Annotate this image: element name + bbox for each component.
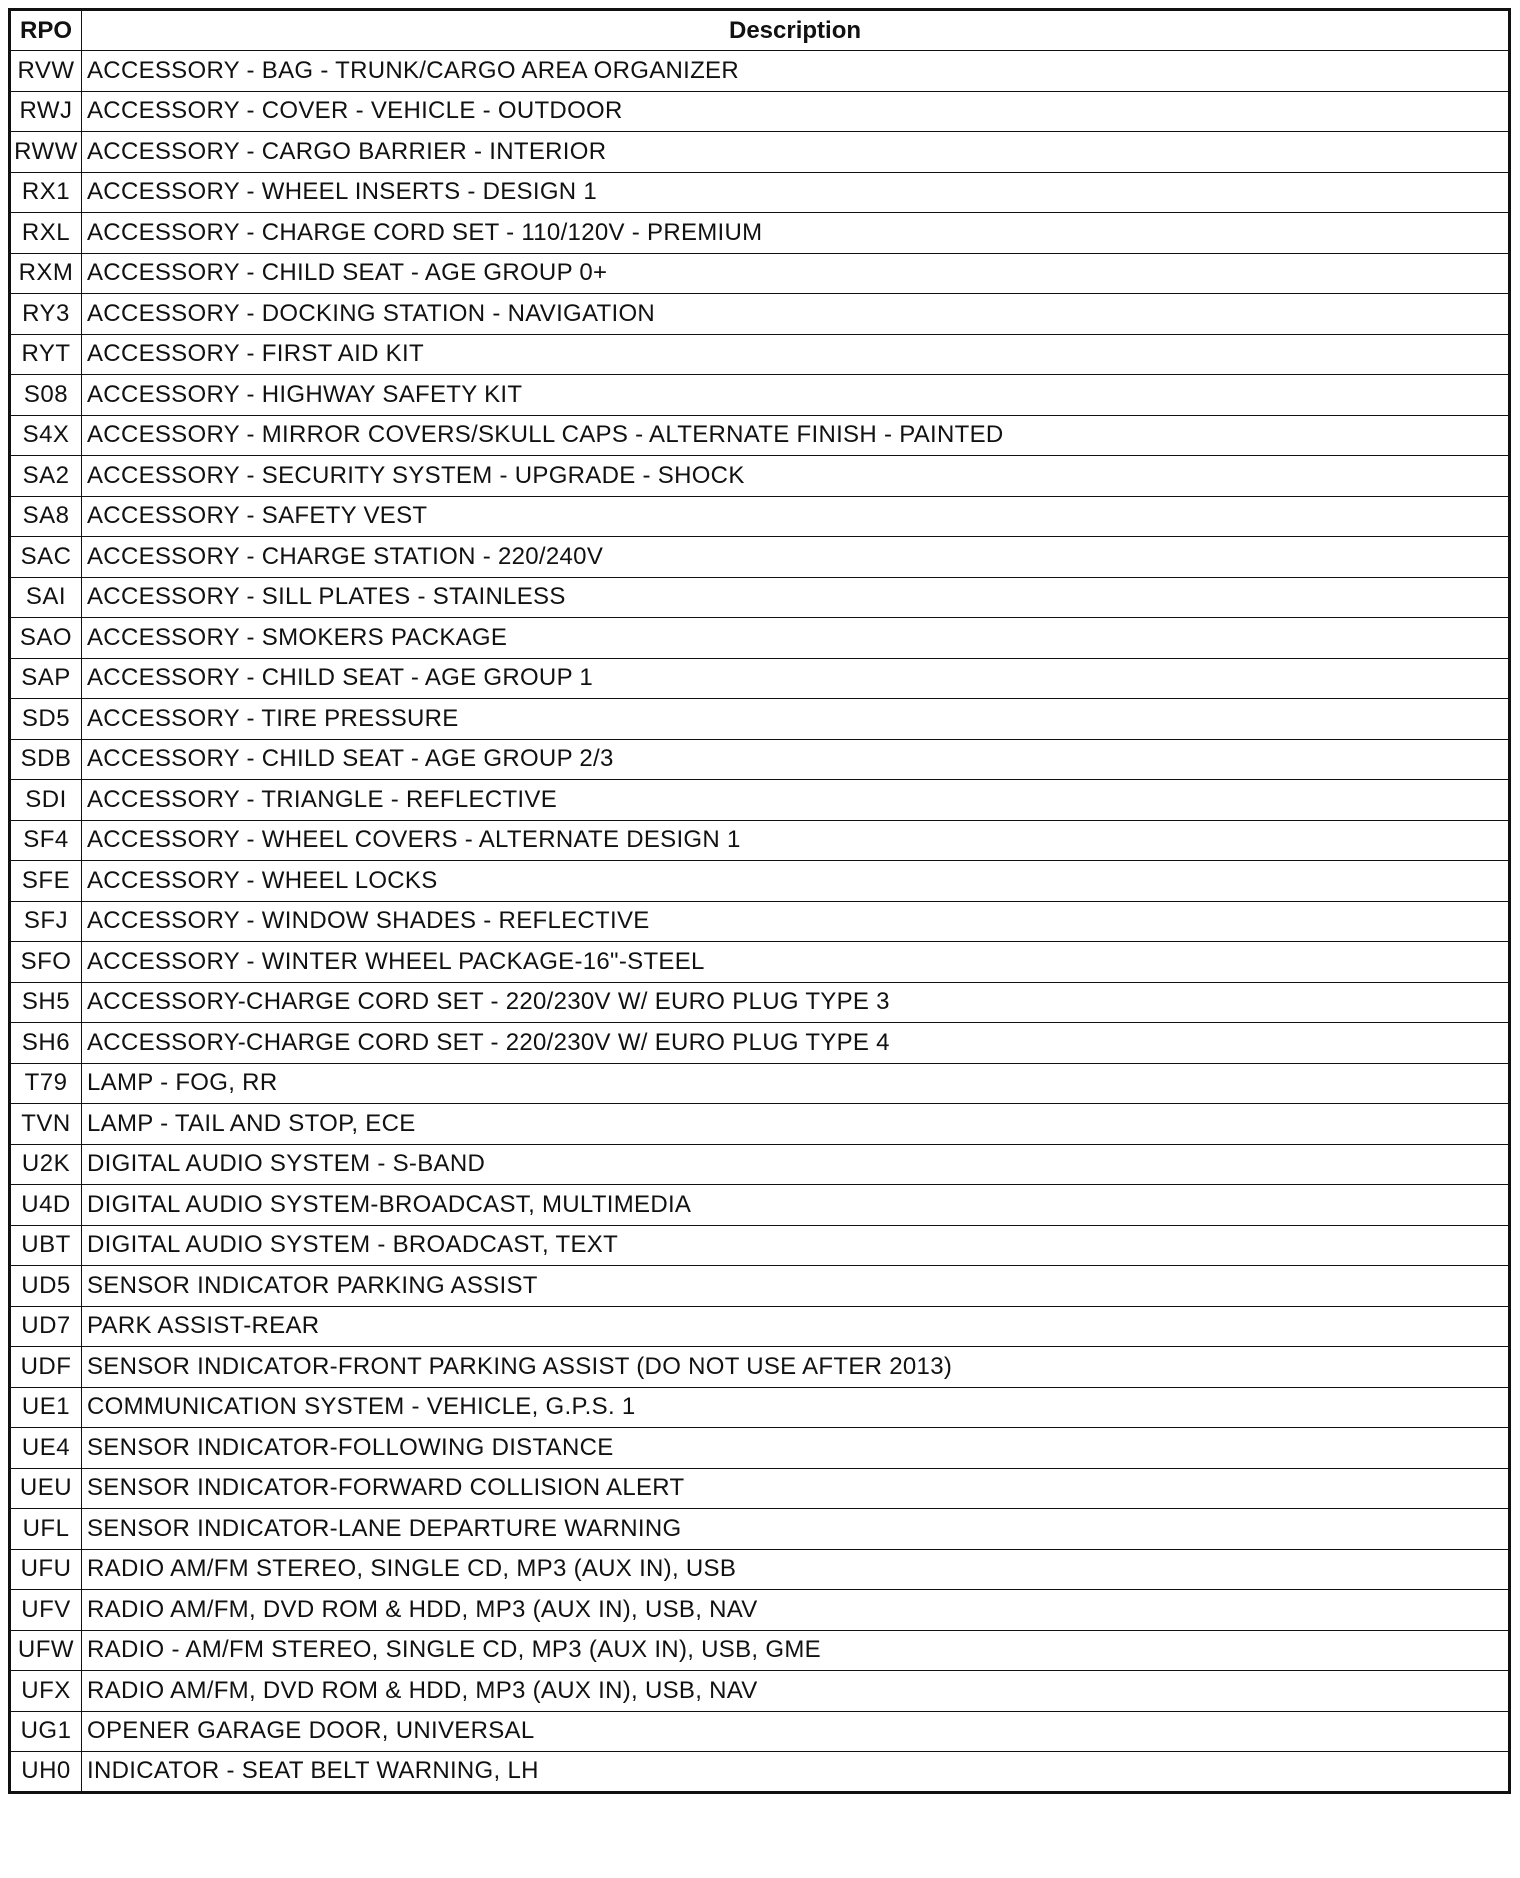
rpo-code-cell: S08 <box>10 375 82 416</box>
table-row <box>10 294 1510 335</box>
table-row <box>10 334 1510 375</box>
description-cell: DIGITAL AUDIO SYSTEM - BROADCAST, TEXT <box>82 1225 1510 1266</box>
description-cell: ACCESSORY-CHARGE CORD SET - 220/230V W/ EURO PLUG TYPE 4 <box>82 1023 1510 1064</box>
description-cell: SENSOR INDICATOR-FORWARD COLLISION ALERT <box>82 1468 1510 1509</box>
rpo-code-cell: RWW <box>10 132 82 173</box>
table-row <box>10 1063 1510 1104</box>
table-row <box>10 699 1510 740</box>
table-row <box>10 456 1510 497</box>
rpo-code-cell: SFE <box>10 861 82 902</box>
rpo-code-cell: UFU <box>10 1549 82 1590</box>
description-cell: ACCESSORY - DOCKING STATION - NAVIGATION <box>82 294 1510 335</box>
table-body <box>10 51 1510 1793</box>
table-row <box>10 1387 1510 1428</box>
rpo-code-cell: SAO <box>10 618 82 659</box>
description-cell: LAMP - FOG, RR <box>82 1063 1510 1104</box>
rpo-table <box>8 8 1511 1794</box>
table-row <box>10 1347 1510 1388</box>
rpo-code-cell: UFW <box>10 1630 82 1671</box>
table-row <box>10 780 1510 821</box>
column-header-rpo: RPO <box>10 10 82 51</box>
rpo-code-cell: SH5 <box>10 982 82 1023</box>
description-cell: RADIO AM/FM, DVD ROM & HDD, MP3 (AUX IN), USB, NAV <box>82 1671 1510 1712</box>
description-cell: ACCESSORY - FIRST AID KIT <box>82 334 1510 375</box>
table-row <box>10 658 1510 699</box>
description-cell: ACCESSORY - SECURITY SYSTEM - UPGRADE - SHOCK <box>82 456 1510 497</box>
table-row <box>10 1104 1510 1145</box>
description-cell: ACCESSORY - TIRE PRESSURE <box>82 699 1510 740</box>
rpo-code-cell: SDB <box>10 739 82 780</box>
description-cell: ACCESSORY - WINTER WHEEL PACKAGE-16"-STEEL <box>82 942 1510 983</box>
table-row <box>10 213 1510 254</box>
description-cell: ACCESSORY - CARGO BARRIER - INTERIOR <box>82 132 1510 173</box>
rpo-code-cell: SH6 <box>10 1023 82 1064</box>
table-row <box>10 132 1510 173</box>
table-row <box>10 942 1510 983</box>
description-cell: ACCESSORY - WHEEL INSERTS - DESIGN 1 <box>82 172 1510 213</box>
rpo-code-cell: U4D <box>10 1185 82 1226</box>
rpo-code-cell: SD5 <box>10 699 82 740</box>
rpo-code-cell: UE4 <box>10 1428 82 1469</box>
description-cell: ACCESSORY - WHEEL COVERS - ALTERNATE DESIGN 1 <box>82 820 1510 861</box>
table-row <box>10 1671 1510 1712</box>
description-cell: INDICATOR - SEAT BELT WARNING, LH <box>82 1752 1510 1793</box>
table-row <box>10 1711 1510 1752</box>
table-row <box>10 1306 1510 1347</box>
table-row <box>10 253 1510 294</box>
description-cell: OPENER GARAGE DOOR, UNIVERSAL <box>82 1711 1510 1752</box>
table-row <box>10 1144 1510 1185</box>
rpo-code-cell: SAP <box>10 658 82 699</box>
rpo-code-cell: SA2 <box>10 456 82 497</box>
rpo-code-cell: RXM <box>10 253 82 294</box>
table-row <box>10 1630 1510 1671</box>
description-cell: ACCESSORY - HIGHWAY SAFETY KIT <box>82 375 1510 416</box>
rpo-code-cell: U2K <box>10 1144 82 1185</box>
description-cell: ACCESSORY - CHARGE CORD SET - 110/120V - PREMIUM <box>82 213 1510 254</box>
table-row <box>10 537 1510 578</box>
description-cell: ACCESSORY - CHILD SEAT - AGE GROUP 0+ <box>82 253 1510 294</box>
rpo-code-cell: SFJ <box>10 901 82 942</box>
description-cell: ACCESSORY - MIRROR COVERS/SKULL CAPS - ALTERNATE FINISH - PAINTED <box>82 415 1510 456</box>
rpo-code-cell: UD5 <box>10 1266 82 1307</box>
table-row <box>10 901 1510 942</box>
rpo-code-cell: UG1 <box>10 1711 82 1752</box>
table-row <box>10 1428 1510 1469</box>
description-cell: RADIO AM/FM STEREO, SINGLE CD, MP3 (AUX IN), USB <box>82 1549 1510 1590</box>
rpo-code-cell: RXL <box>10 213 82 254</box>
column-header-description: Description <box>82 10 1510 51</box>
rpo-code-cell: SFO <box>10 942 82 983</box>
rpo-code-cell: RVW <box>10 51 82 92</box>
table-row <box>10 820 1510 861</box>
description-cell: ACCESSORY - CHARGE STATION - 220/240V <box>82 537 1510 578</box>
table-row <box>10 1266 1510 1307</box>
table-row <box>10 1225 1510 1266</box>
rpo-code-cell: SF4 <box>10 820 82 861</box>
rpo-code-cell: UEU <box>10 1468 82 1509</box>
table-row <box>10 1509 1510 1550</box>
description-cell: LAMP - TAIL AND STOP, ECE <box>82 1104 1510 1145</box>
description-cell: PARK ASSIST-REAR <box>82 1306 1510 1347</box>
table-row <box>10 91 1510 132</box>
table-row <box>10 51 1510 92</box>
description-cell: SENSOR INDICATOR PARKING ASSIST <box>82 1266 1510 1307</box>
description-cell: ACCESSORY - SMOKERS PACKAGE <box>82 618 1510 659</box>
rpo-code-cell: UFV <box>10 1590 82 1631</box>
rpo-code-cell: TVN <box>10 1104 82 1145</box>
description-cell: ACCESSORY - WHEEL LOCKS <box>82 861 1510 902</box>
table-row <box>10 375 1510 416</box>
table-row <box>10 496 1510 537</box>
table-row <box>10 739 1510 780</box>
rpo-code-cell: SAC <box>10 537 82 578</box>
rpo-code-cell: S4X <box>10 415 82 456</box>
rpo-code-cell: RY3 <box>10 294 82 335</box>
rpo-code-cell: T79 <box>10 1063 82 1104</box>
table-row <box>10 1752 1510 1793</box>
table-row <box>10 618 1510 659</box>
description-cell: DIGITAL AUDIO SYSTEM - S-BAND <box>82 1144 1510 1185</box>
rpo-code-cell: RX1 <box>10 172 82 213</box>
table-row <box>10 577 1510 618</box>
rpo-code-cell: UFL <box>10 1509 82 1550</box>
rpo-code-cell: UBT <box>10 1225 82 1266</box>
table-row <box>10 415 1510 456</box>
description-cell: SENSOR INDICATOR-FOLLOWING DISTANCE <box>82 1428 1510 1469</box>
description-cell: RADIO AM/FM, DVD ROM & HDD, MP3 (AUX IN), USB, NAV <box>82 1590 1510 1631</box>
header-row <box>10 10 1510 51</box>
table-row <box>10 982 1510 1023</box>
rpo-code-cell: SDI <box>10 780 82 821</box>
rpo-code-cell: RWJ <box>10 91 82 132</box>
rpo-code-cell: UD7 <box>10 1306 82 1347</box>
rpo-code-cell: UE1 <box>10 1387 82 1428</box>
table-row <box>10 1590 1510 1631</box>
description-cell: COMMUNICATION SYSTEM - VEHICLE, G.P.S. 1 <box>82 1387 1510 1428</box>
description-cell: ACCESSORY - SILL PLATES - STAINLESS <box>82 577 1510 618</box>
description-cell: ACCESSORY - CHILD SEAT - AGE GROUP 1 <box>82 658 1510 699</box>
description-cell: SENSOR INDICATOR-LANE DEPARTURE WARNING <box>82 1509 1510 1550</box>
rpo-code-cell: SA8 <box>10 496 82 537</box>
rpo-code-cell: UH0 <box>10 1752 82 1793</box>
description-cell: ACCESSORY - COVER - VEHICLE - OUTDOOR <box>82 91 1510 132</box>
description-cell: ACCESSORY - WINDOW SHADES - REFLECTIVE <box>82 901 1510 942</box>
table-row <box>10 1023 1510 1064</box>
description-cell: ACCESSORY-CHARGE CORD SET - 220/230V W/ EURO PLUG TYPE 3 <box>82 982 1510 1023</box>
description-cell: ACCESSORY - SAFETY VEST <box>82 496 1510 537</box>
rpo-code-cell: RYT <box>10 334 82 375</box>
description-cell: DIGITAL AUDIO SYSTEM-BROADCAST, MULTIMEDIA <box>82 1185 1510 1226</box>
description-cell: ACCESSORY - CHILD SEAT - AGE GROUP 2/3 <box>82 739 1510 780</box>
table-row <box>10 1185 1510 1226</box>
table-row <box>10 861 1510 902</box>
table-row <box>10 1549 1510 1590</box>
table-row <box>10 172 1510 213</box>
rpo-code-cell: UDF <box>10 1347 82 1388</box>
rpo-table-container <box>8 8 1508 1868</box>
description-cell: RADIO - AM/FM STEREO, SINGLE CD, MP3 (AUX IN), USB, GME <box>82 1630 1510 1671</box>
rpo-code-cell: SAI <box>10 577 82 618</box>
description-cell: SENSOR INDICATOR-FRONT PARKING ASSIST (DO NOT USE AFTER 2013) <box>82 1347 1510 1388</box>
description-cell: ACCESSORY - BAG - TRUNK/CARGO AREA ORGANIZER <box>82 51 1510 92</box>
rpo-code-cell: UFX <box>10 1671 82 1712</box>
table-row <box>10 1468 1510 1509</box>
description-cell: ACCESSORY - TRIANGLE - REFLECTIVE <box>82 780 1510 821</box>
